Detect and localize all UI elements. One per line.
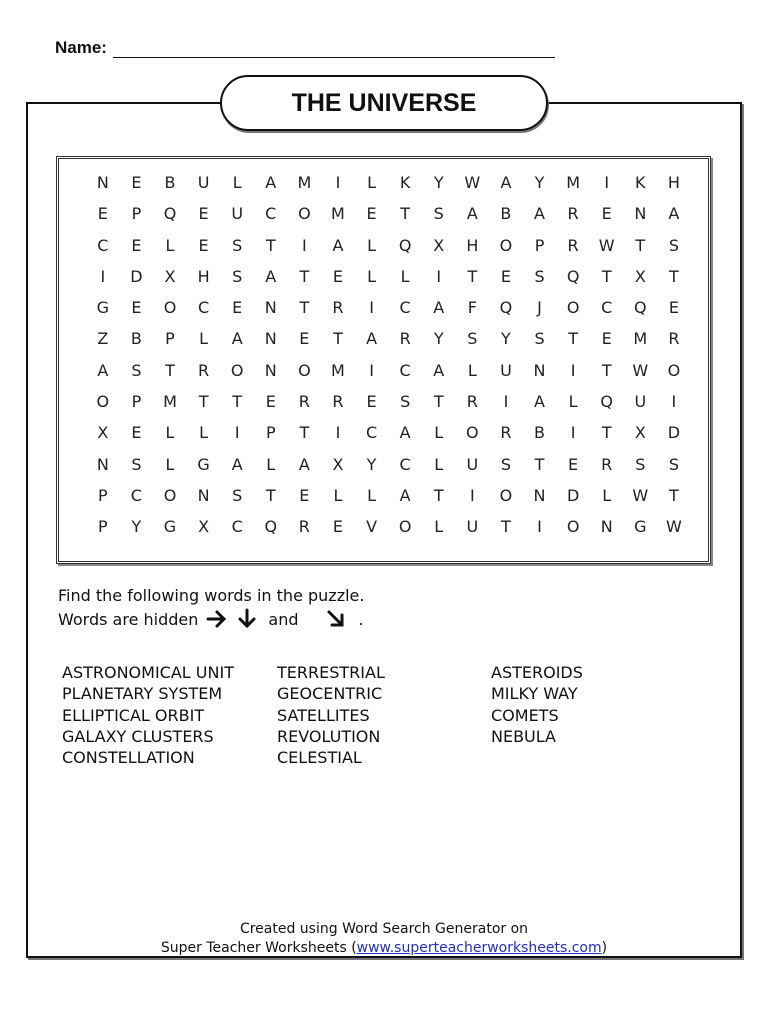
grid-letter: Q: [163, 204, 177, 224]
grid-letter: S: [534, 329, 545, 349]
grid-letter: R: [601, 454, 613, 474]
grid-letter: H: [197, 266, 210, 286]
grid-letter: L: [333, 485, 343, 505]
grid-letter: P: [131, 204, 142, 224]
grid-letter: A: [97, 360, 109, 380]
grid-letter: I: [302, 235, 307, 255]
grid-letter: O: [466, 423, 479, 443]
grid-letter: U: [466, 454, 479, 474]
footer-suffix: ): [601, 940, 608, 956]
grid-letter: Q: [566, 266, 580, 286]
grid-letter: R: [466, 392, 478, 412]
arrow-right-icon: [206, 608, 228, 630]
grid-letter: U: [500, 360, 512, 380]
grid-letter: A: [433, 298, 445, 318]
grid-letter: L: [568, 392, 578, 412]
word-item: ELLIPTICAL ORBIT: [62, 705, 205, 725]
grid-letter: I: [335, 173, 341, 192]
grid-letter: L: [199, 423, 209, 443]
grid-letter: M: [331, 204, 345, 224]
grid-letter: L: [434, 517, 444, 537]
grid-letter: O: [566, 517, 580, 537]
grid-letter: R: [567, 204, 579, 224]
grid-letter: O: [230, 360, 244, 380]
grid-letter: O: [499, 485, 513, 505]
grid-letter: I: [570, 423, 576, 443]
grid-letter: L: [165, 454, 175, 474]
grid-letter: X: [433, 235, 445, 255]
grid-letter: I: [234, 423, 240, 443]
grid-letter: E: [500, 266, 511, 286]
footer-prefix: Super Teacher Worksheets (: [160, 940, 357, 956]
grid-letter: D: [130, 266, 143, 286]
grid-letter: L: [400, 266, 410, 286]
grid-letter: O: [499, 235, 513, 255]
word-list-column-3: [491, 662, 583, 747]
footer-line-1: Created using Word Search Generator on: [239, 921, 529, 937]
grid-letter: L: [367, 173, 376, 192]
grid-letter: E: [299, 329, 310, 349]
grid-letter: C: [365, 423, 378, 443]
grid-letter: A: [466, 204, 478, 224]
grid-letter: W: [598, 235, 615, 255]
grid-letter: N: [197, 485, 210, 505]
word-item: REVOLUTION: [277, 726, 381, 746]
grid-letter: I: [604, 173, 610, 192]
grid-letter: T: [467, 266, 478, 286]
grid-letter: S: [534, 266, 545, 286]
grid-letter: N: [96, 454, 109, 474]
word-item: CELESTIAL: [277, 748, 362, 768]
grid-letter: T: [568, 329, 578, 349]
grid-letter: N: [264, 329, 277, 349]
grid-letter: E: [366, 204, 377, 224]
grid-letter: H: [466, 235, 479, 255]
word-item: SATELLITES: [277, 705, 370, 725]
grid-letter: Y: [131, 517, 142, 537]
grid-letter: R: [332, 392, 344, 412]
grid-letter: U: [231, 204, 244, 224]
grid-letter: L: [199, 329, 209, 349]
grid-letter: Y: [366, 454, 377, 474]
grid-letter: T: [265, 235, 276, 255]
grid-letter: I: [469, 485, 475, 505]
grid-letter: C: [97, 235, 109, 255]
grid-letter: A: [231, 454, 243, 474]
grid-letter: H: [667, 173, 680, 192]
grid-letter: Z: [97, 329, 109, 349]
grid-letter: E: [232, 298, 243, 318]
footer-line-2: [26, 939, 742, 958]
word-item: CONSTELLATION: [62, 748, 195, 768]
grid-letter: T: [333, 329, 343, 349]
grid-letter: I: [503, 392, 509, 412]
grid-letter: T: [299, 298, 310, 318]
grid-letter: S: [500, 454, 511, 474]
grid-letter: F: [467, 298, 477, 318]
grid-letter: R: [298, 517, 310, 537]
grid-letter: E: [131, 423, 142, 443]
grid-letter: B: [130, 329, 142, 349]
grid-letter: C: [399, 298, 411, 318]
grid-letter: C: [130, 485, 142, 505]
arrow-diagonal-down-right-icon: [325, 608, 347, 630]
grid-letter: N: [264, 360, 277, 380]
grid-letter: T: [669, 266, 679, 286]
grid-letter: A: [265, 266, 277, 286]
grid-letter: L: [434, 454, 444, 474]
grid-letter: N: [264, 298, 277, 318]
grid-letter: X: [164, 266, 176, 286]
grid-letter: T: [501, 517, 511, 537]
grid-letter: R: [567, 235, 579, 255]
grid-letter: G: [96, 298, 109, 318]
grid-letter: M: [163, 392, 177, 412]
grid-letter: M: [297, 173, 312, 192]
grid-letter: J: [537, 298, 542, 318]
word-item: MILKY WAY: [491, 684, 578, 704]
grid-letter: L: [232, 173, 242, 192]
name-row: [55, 38, 555, 58]
grid-letter: T: [433, 485, 444, 505]
grid-letter: A: [399, 485, 411, 505]
grid-letter: N: [533, 485, 546, 505]
grid-letter: T: [601, 266, 612, 286]
grid-letter: R: [668, 329, 680, 349]
grid-letter: E: [131, 173, 142, 192]
grid-letter: E: [332, 266, 343, 286]
grid-letter: L: [165, 235, 175, 255]
grid-letter: I: [436, 266, 442, 286]
grid-letter: A: [399, 423, 411, 443]
grid-letter: T: [299, 423, 310, 443]
grid-letter: T: [433, 392, 444, 412]
grid-letter: T: [265, 485, 276, 505]
grid-letter: M: [566, 173, 581, 192]
grid-letter: O: [298, 204, 311, 224]
grid-letter: Y: [433, 329, 444, 349]
grid-letter: P: [534, 235, 545, 255]
grid-letter: K: [399, 173, 411, 192]
grid-letter: G: [197, 454, 210, 474]
worksheet-title: THE UNIVERSE: [220, 75, 548, 131]
grid-letter: I: [369, 360, 374, 380]
grid-letter: X: [198, 517, 210, 537]
grid-letter: N: [634, 204, 647, 224]
grid-letter: I: [100, 266, 106, 286]
grid-letter: I: [335, 423, 341, 443]
grid-letter: X: [332, 454, 344, 474]
grid-letter: R: [298, 392, 310, 412]
grid-letter: A: [298, 454, 310, 474]
grid-letter: O: [398, 517, 412, 537]
grid-letter: T: [198, 392, 209, 412]
grid-letter: E: [131, 235, 142, 255]
grid-letter: A: [265, 173, 277, 192]
grid-letter: U: [634, 392, 647, 412]
grid-letter: E: [198, 204, 209, 224]
grid-letter: L: [165, 423, 175, 443]
grid-letter: A: [366, 329, 378, 349]
grid-letter: E: [265, 392, 276, 412]
grid-letter: R: [332, 298, 344, 318]
name-label: Name:: [55, 38, 107, 57]
word-list-column-1: [62, 662, 234, 768]
grid-letter: Y: [433, 173, 444, 192]
grid-letter: T: [232, 392, 243, 412]
grid-letter: C: [399, 454, 411, 474]
grid-letter: L: [434, 423, 444, 443]
grid-letter: X: [634, 266, 646, 286]
grid-letter: E: [601, 204, 612, 224]
grid-letter: T: [534, 454, 545, 474]
grid-letter: T: [669, 485, 679, 505]
arrow-down-icon: [236, 608, 258, 630]
grid-letter: Q: [264, 517, 278, 537]
grid-letter: M: [633, 329, 648, 349]
grid-letter: S: [668, 235, 679, 255]
grid-letter: R: [399, 329, 411, 349]
grid-letter: I: [369, 298, 374, 318]
grid-letter: S: [668, 454, 679, 474]
footer-link[interactable]: www.superteacherworksheets.com: [356, 940, 602, 956]
grid-letter: Y: [534, 173, 545, 192]
grid-letter: B: [500, 204, 512, 224]
grid-letter: T: [601, 423, 612, 443]
grid-letter: P: [97, 517, 108, 537]
grid-letter: W: [464, 173, 481, 192]
grid-letter: I: [537, 517, 542, 537]
grid-letter: D: [667, 423, 681, 443]
grid-letter: Q: [600, 392, 613, 412]
word-item: TERRESTRIAL: [277, 663, 385, 682]
grid-letter: L: [367, 485, 376, 505]
grid-letter: P: [265, 423, 276, 443]
grid-letter: P: [165, 329, 175, 349]
grid-letter: Y: [501, 329, 511, 349]
grid-letter: G: [163, 517, 177, 537]
word-list-column-2: [277, 662, 385, 768]
grid-letter: L: [467, 360, 477, 380]
grid-letter: N: [533, 360, 546, 380]
grid-letter: O: [163, 485, 177, 505]
grid-letter: U: [197, 173, 210, 192]
word-item: GEOCENTRIC: [277, 684, 383, 704]
word-item: NEBULA: [491, 726, 556, 746]
instruction-and: and: [268, 609, 299, 629]
word-item: GALAXY CLUSTERS: [62, 726, 214, 746]
grid-letter: C: [231, 517, 243, 537]
grid-letter: X: [634, 423, 646, 443]
instruction-prefix: Words are hidden: [58, 609, 199, 629]
grid-letter: I: [671, 392, 677, 412]
word-item: ASTEROIDS: [491, 663, 583, 682]
grid-letter: O: [96, 392, 110, 412]
grid-letter: T: [635, 235, 646, 255]
grid-letter: S: [232, 235, 243, 255]
grid-letter: N: [96, 173, 109, 192]
grid-letter: L: [367, 266, 376, 286]
grid-letter: X: [97, 423, 109, 443]
grid-letter: A: [231, 329, 243, 349]
grid-letter: O: [667, 360, 681, 380]
grid-letter: R: [500, 423, 512, 443]
grid-letter: S: [131, 454, 142, 474]
grid-letter: S: [232, 485, 243, 505]
grid-letter: T: [165, 360, 175, 380]
grid-letter: O: [298, 360, 311, 380]
grid-letter: I: [570, 360, 576, 380]
grid-letter: R: [198, 360, 210, 380]
grid-letter: C: [265, 204, 277, 224]
grid-letter: E: [198, 235, 209, 255]
grid-letter: E: [332, 517, 343, 537]
footer-credit: [26, 920, 742, 958]
grid-letter: A: [534, 392, 545, 412]
grid-letter: S: [433, 204, 444, 224]
grid-letter: G: [634, 517, 647, 537]
instruction-line-2: [58, 608, 364, 630]
grid-letter: Q: [634, 298, 647, 318]
grid-letter: S: [635, 454, 646, 474]
grid-letter: V: [366, 517, 378, 537]
grid-letter: C: [399, 360, 411, 380]
grid-letter: T: [299, 266, 310, 286]
grid-letter: A: [332, 235, 344, 255]
grid-letter: A: [500, 173, 512, 192]
grid-letter: B: [534, 423, 545, 443]
grid-letter: A: [433, 360, 445, 380]
grid-letter: E: [668, 298, 679, 318]
grid-letter: W: [632, 360, 649, 380]
word-item: PLANETARY SYSTEM: [62, 684, 223, 704]
grid-letter: O: [566, 298, 580, 318]
grid-letter: E: [97, 204, 108, 224]
grid-letter: S: [232, 266, 243, 286]
grid-letter: C: [601, 298, 613, 318]
grid-letter: Q: [499, 298, 513, 318]
instruction-line-1: Find the following words in the puzzle.: [58, 586, 365, 605]
grid-letter: S: [131, 360, 142, 380]
grid-letter: S: [400, 392, 411, 412]
grid-letter: T: [601, 360, 612, 380]
grid-letter: L: [367, 235, 376, 255]
grid-letter: E: [601, 329, 612, 349]
grid-letter: S: [467, 329, 478, 349]
grid-letter: U: [466, 517, 479, 537]
grid-letter: B: [164, 173, 176, 192]
grid-letter: P: [97, 485, 108, 505]
grid-letter: K: [635, 173, 646, 192]
letter-grid: [86, 167, 691, 543]
grid-letter: W: [632, 485, 649, 505]
grid-letter: C: [197, 298, 210, 318]
grid-letter: E: [568, 454, 579, 474]
grid-letter: A: [668, 204, 680, 224]
name-input-line[interactable]: [113, 41, 555, 58]
grid-letter: Q: [398, 235, 412, 255]
grid-letter: M: [331, 360, 345, 380]
grid-letter: E: [299, 485, 310, 505]
grid-letter: W: [665, 517, 682, 537]
grid-letter: P: [131, 392, 142, 412]
grid-letter: N: [600, 517, 613, 537]
grid-letter: T: [400, 204, 411, 224]
grid-letter: D: [566, 485, 580, 505]
word-item: COMETS: [491, 705, 559, 725]
word-item: ASTRONOMICAL UNIT: [62, 663, 234, 682]
instruction-end: .: [358, 609, 364, 629]
grid-letter: E: [366, 392, 377, 412]
grid-letter: E: [131, 298, 142, 318]
grid-letter: A: [534, 204, 545, 224]
grid-letter: L: [602, 485, 612, 505]
grid-letter: L: [266, 454, 276, 474]
grid-letter: O: [163, 298, 177, 318]
